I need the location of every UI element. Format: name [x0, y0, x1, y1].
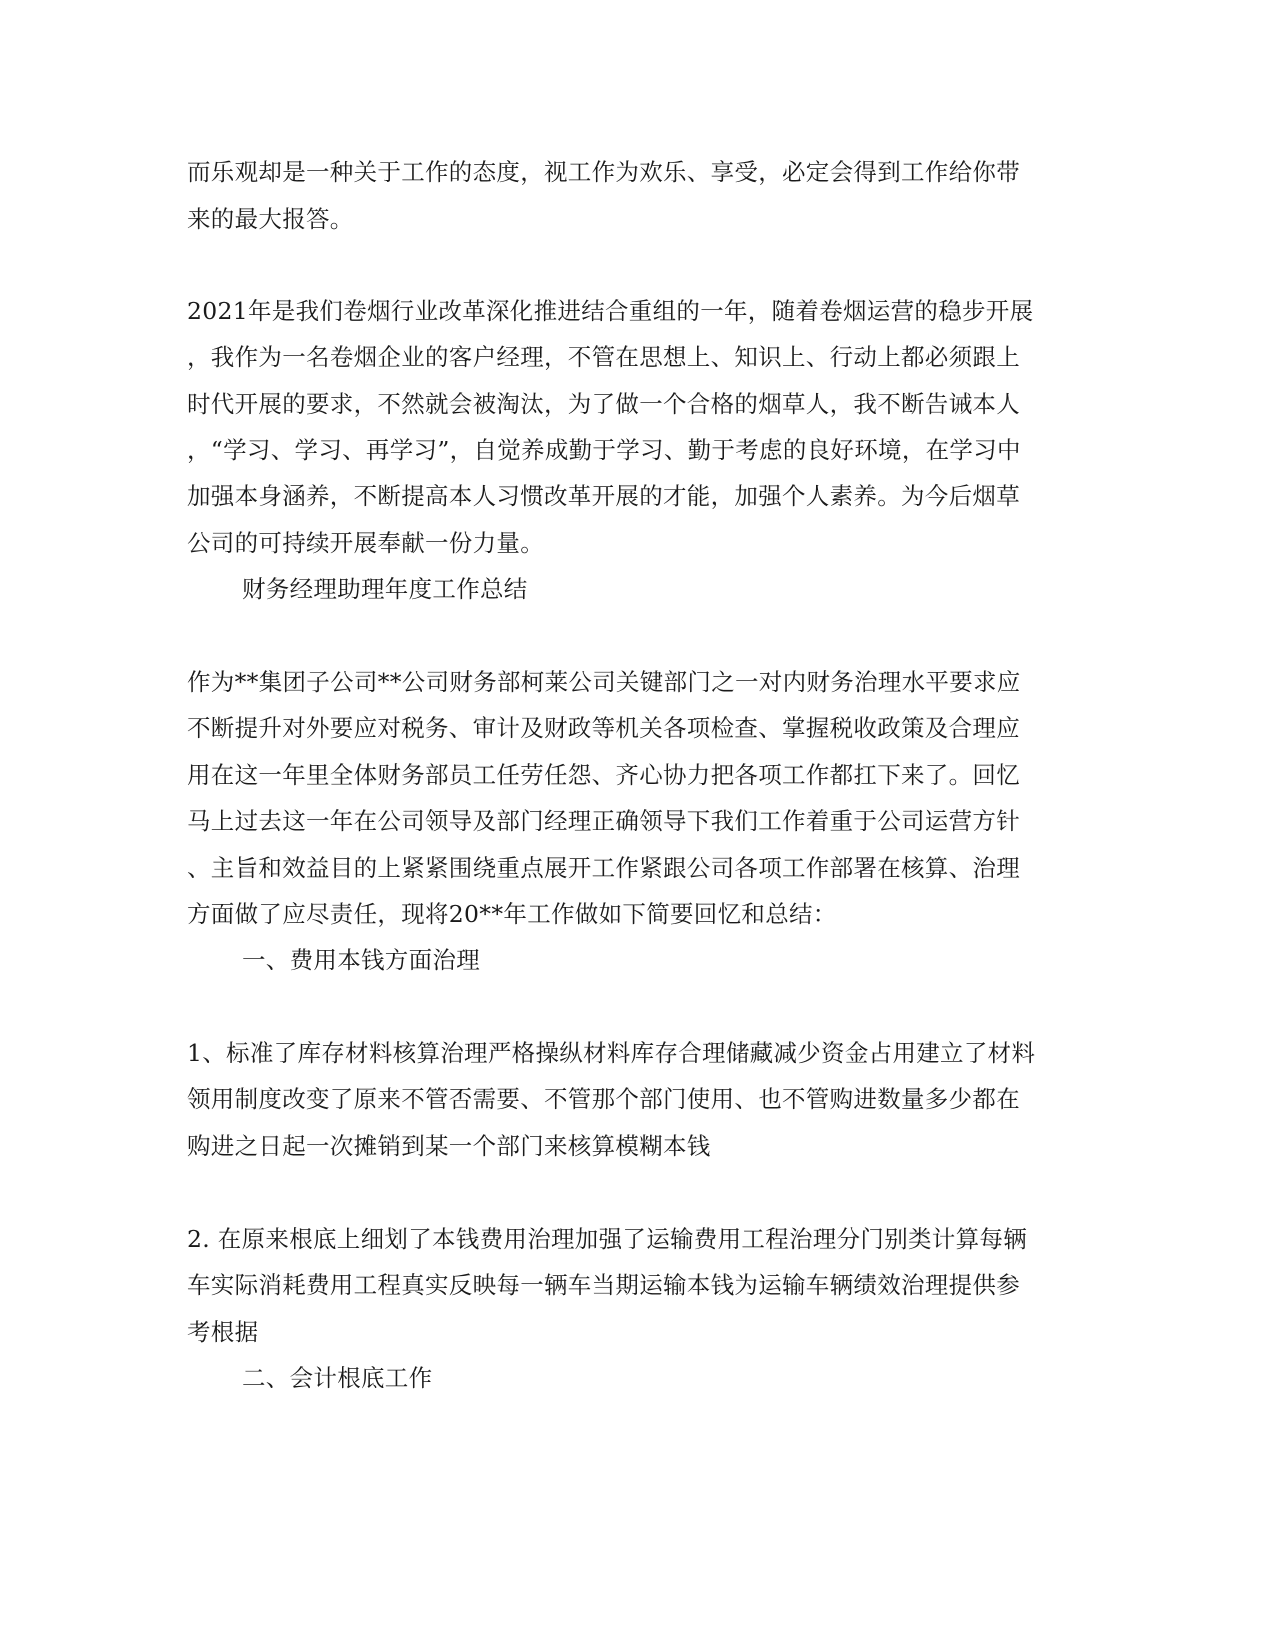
section-heading: 二、会计根底工作 [242, 1364, 433, 1392]
paragraph-line: 加强本身涵养，不断提高本人习惯改革开展的才能，加强个人素养。为今后烟草 [187, 482, 1020, 510]
paragraph-line: ，我作为一名卷烟企业的客户经理，不管在思想上、知识上、行动上都必须跟上 [187, 343, 1020, 371]
paragraph-line: 公司的可持续开展奉献一份力量。 [187, 529, 544, 557]
paragraph-line: 方面做了应尽责任，现将20**年工作做如下简要回忆和总结： [187, 900, 837, 928]
paragraph-line: 领用制度改变了原来不管否需要、不管那个部门使用、也不管购进数量多少都在 [187, 1085, 1020, 1113]
paragraph-line: 不断提升对外要应对税务、审计及财政等机关各项检查、掌握税收政策及合理应 [187, 714, 1020, 742]
paragraph-line: 马上过去这一年在公司领导及部门经理正确领导下我们工作着重于公司运营方针 [187, 807, 1020, 835]
paragraph-line: 而乐观却是一种关于工作的态度，视工作为欢乐、享受，必定会得到工作给你带 [187, 158, 1020, 186]
paragraph-line: 考根据 [187, 1318, 259, 1346]
paragraph-line: 2021年是我们卷烟行业改革深化推进结合重组的一年，随着卷烟运营的稳步开展 [187, 297, 1034, 325]
paragraph-line: 2. 在原来根底上细划了本钱费用治理加强了运输费用工程治理分门别类计算每辆 [187, 1225, 1027, 1253]
paragraph-line: 车实际消耗费用工程真实反映每一辆车当期运输本钱为运输车辆绩效治理提供参 [187, 1271, 1020, 1299]
paragraph-line: 时代开展的要求，不然就会被淘汰，为了做一个合格的烟草人，我不断告诫本人 [187, 390, 1020, 418]
paragraph-line: ，“学习、学习、再学习”，自觉养成勤于学习、勤于考虑的良好环境，在学习中 [187, 436, 1021, 464]
section-heading: 一、费用本钱方面治理 [242, 946, 480, 974]
paragraph-line: 用在这一年里全体财务部员工任劳任怨、齐心协力把各项工作都扛下来了。回忆 [187, 761, 1020, 789]
paragraph-line: 、主旨和效益目的上紧紧围绕重点展开工作紧跟公司各项工作部署在核算、治理 [187, 854, 1020, 882]
paragraph-line: 作为**集团子公司**公司财务部柯莱公司关键部门之一对内财务治理水平要求应 [187, 668, 1021, 696]
paragraph-line: 1、标准了库存材料核算治理严格操纵材料库存合理储藏减少资金占用建立了材料 [187, 1039, 1036, 1067]
paragraph-line: 购进之日起一次摊销到某一个部门来核算模糊本钱 [187, 1132, 711, 1160]
section-title: 财务经理助理年度工作总结 [242, 575, 528, 603]
paragraph-line: 来的最大报答。 [187, 205, 354, 233]
